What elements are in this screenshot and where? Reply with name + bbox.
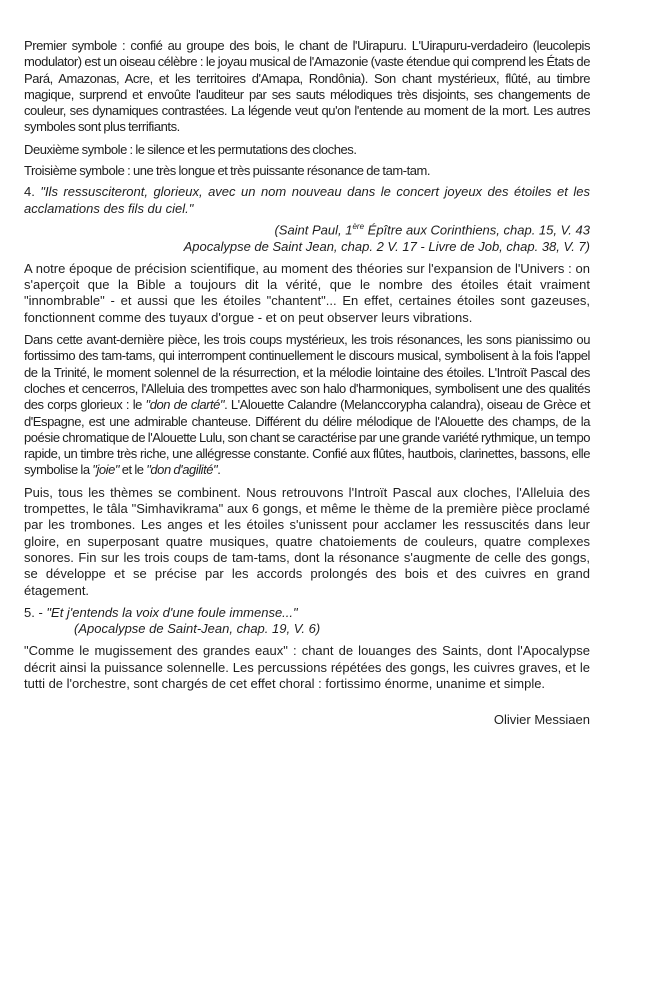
section-4-reference-1: (Saint Paul, 1ère Épître aux Corinthiens, chap. 15, V. 43 [274, 221, 590, 238]
paragraph-third-symbol: Troisième symbole : une très longue et très puissante résonance de tam-tam. [24, 163, 431, 179]
section-4-quote-text: "Ils ressusciteront, glorieux, avec un nom nouveau dans le concert joyeux des étoiles et les acclamations des fils du ciel." [24, 184, 590, 216]
document-page [24, 38, 590, 729]
section-5-reference: (Apocalypse de Saint-Jean, chap. 19, V. 6) [74, 621, 321, 637]
don-de-clarte: "don de clarté" [145, 397, 225, 413]
author-signature: Olivier Messiaen [493, 712, 590, 728]
section-5-number: 5. - [24, 604, 47, 620]
section-5-quote-text: "Et j'entends la voix d'une foule immense..." [46, 604, 298, 620]
section-4-quote [24, 184, 590, 255]
paragraph-second-symbol: Deuxième symbole : le silence et les permutations des cloches. [24, 141, 357, 157]
section-4-number: 4. [24, 184, 35, 200]
section-4-reference-2: Apocalypse de Saint Jean, chap. 2 V. 17 - Livre de Job, chap. 38, V. 7) [183, 238, 590, 254]
paragraph-themes-combine: Puis, tous les thèmes se combinent. Nous retrouvons l'Introït Pascal aux cloches, l'Alleluia des trompettes, le tâla "Simhavikrama" aux 6 gongs, et même le thème de la première pièce proclamé par les trombones. Les anges et les étoiles s'unissent pour acclamer les ressuscités dans leur gloire, en superposant quatre musiques, quatre chatoiements de couleurs, quatre complexes sonores. Fin sur les trois coups de tam-tams, dont la résonance s'augmente de celle des gongs, se développe et se précise par les accords prolongés des bois et des cuivres en grand étagement. [24, 484, 590, 598]
paragraph-first-symbol: Premier symbole : confié au groupe des bois, le chant de l'Uirapuru. L'Uirapuru-verdadeiro (leucolepis modulator) est un oiseau célèbre : le joyau musical de l'Amazonie (vaste étendue qui comprend les États de Pará, Amazonas, Acre, et les territoires d'Amapa, Rondônia). Son chant mystérieux, flûté, au timbre magique, surprend et envoûte l'auditeur par ses sauts mélodiques très disjoints, ses changements de couleur, ses dynamiques contrastées. La légende veut qu'on l'entende au moment de la mort. Les autres symboles sont plus terrifiants. [24, 38, 590, 135]
joie-quote: "joie" [92, 462, 120, 478]
don-d-agilite: "don d'agilité" [146, 462, 218, 478]
paragraph-scientific-era: A notre époque de précision scientifique, au moment des théories sur l'expansion de l'Univers : on s'aperçoit que la Bible a toujours dit la vérité, que le nombre des étoiles était vraiment "innombrable" - et aussi que les étoiles "chantent"... En effet, certaines étoiles sont gazeuses, fonctionnent comme des tuyaux d'orgue - et on peut observer leurs vibrations. [24, 260, 590, 325]
paragraph-great-waters: "Comme le mugissement des grandes eaux" : chant de louanges des Saints, dont l'Apocalypse décrit ainsi la puissance solennelle. Les percussions répétées des gongs, les cuivres graves, et le tutti de l'orchestre, sont chargés de cet effet choral : fortissimo énorme, unanime et simple. [24, 643, 590, 692]
section-5-quote [24, 605, 590, 638]
paragraph-penultimate-piece: Dans cette avant-dernière pièce, les trois coups mystérieux, les trois résonances, les sons pianissimo ou fortissimo des tam-tams, qui interrompent continuellement le discours musical, symbolisent à la fois l'appel de la Trinité, le moment solennel de la résurrection, et la mélodie lointaine des étoiles. L'Introït Pascal des cloches et cencerros, l'Alleluia des trompettes avec son halo d'harmoniques, symbolisent une des qualités des corps glorieux : le "don de clarté". L'Alouette Calandre (Melanccorypha calandra), oiseau de Grèce et d'Espagne, est une admirable chanteuse. Différent du délire mélodique de l'Alouette des champs, de la poésie chromatique de l'Alouette Lulu, son chant se caractérise par une grande variété rythmique, un tempo rapide, un timbre très riche, une allégresse constante. Confié aux flûtes, hautbois, clarinettes, bassons, elle symbolise la "joie" et le "don d'agilité". [24, 332, 590, 478]
